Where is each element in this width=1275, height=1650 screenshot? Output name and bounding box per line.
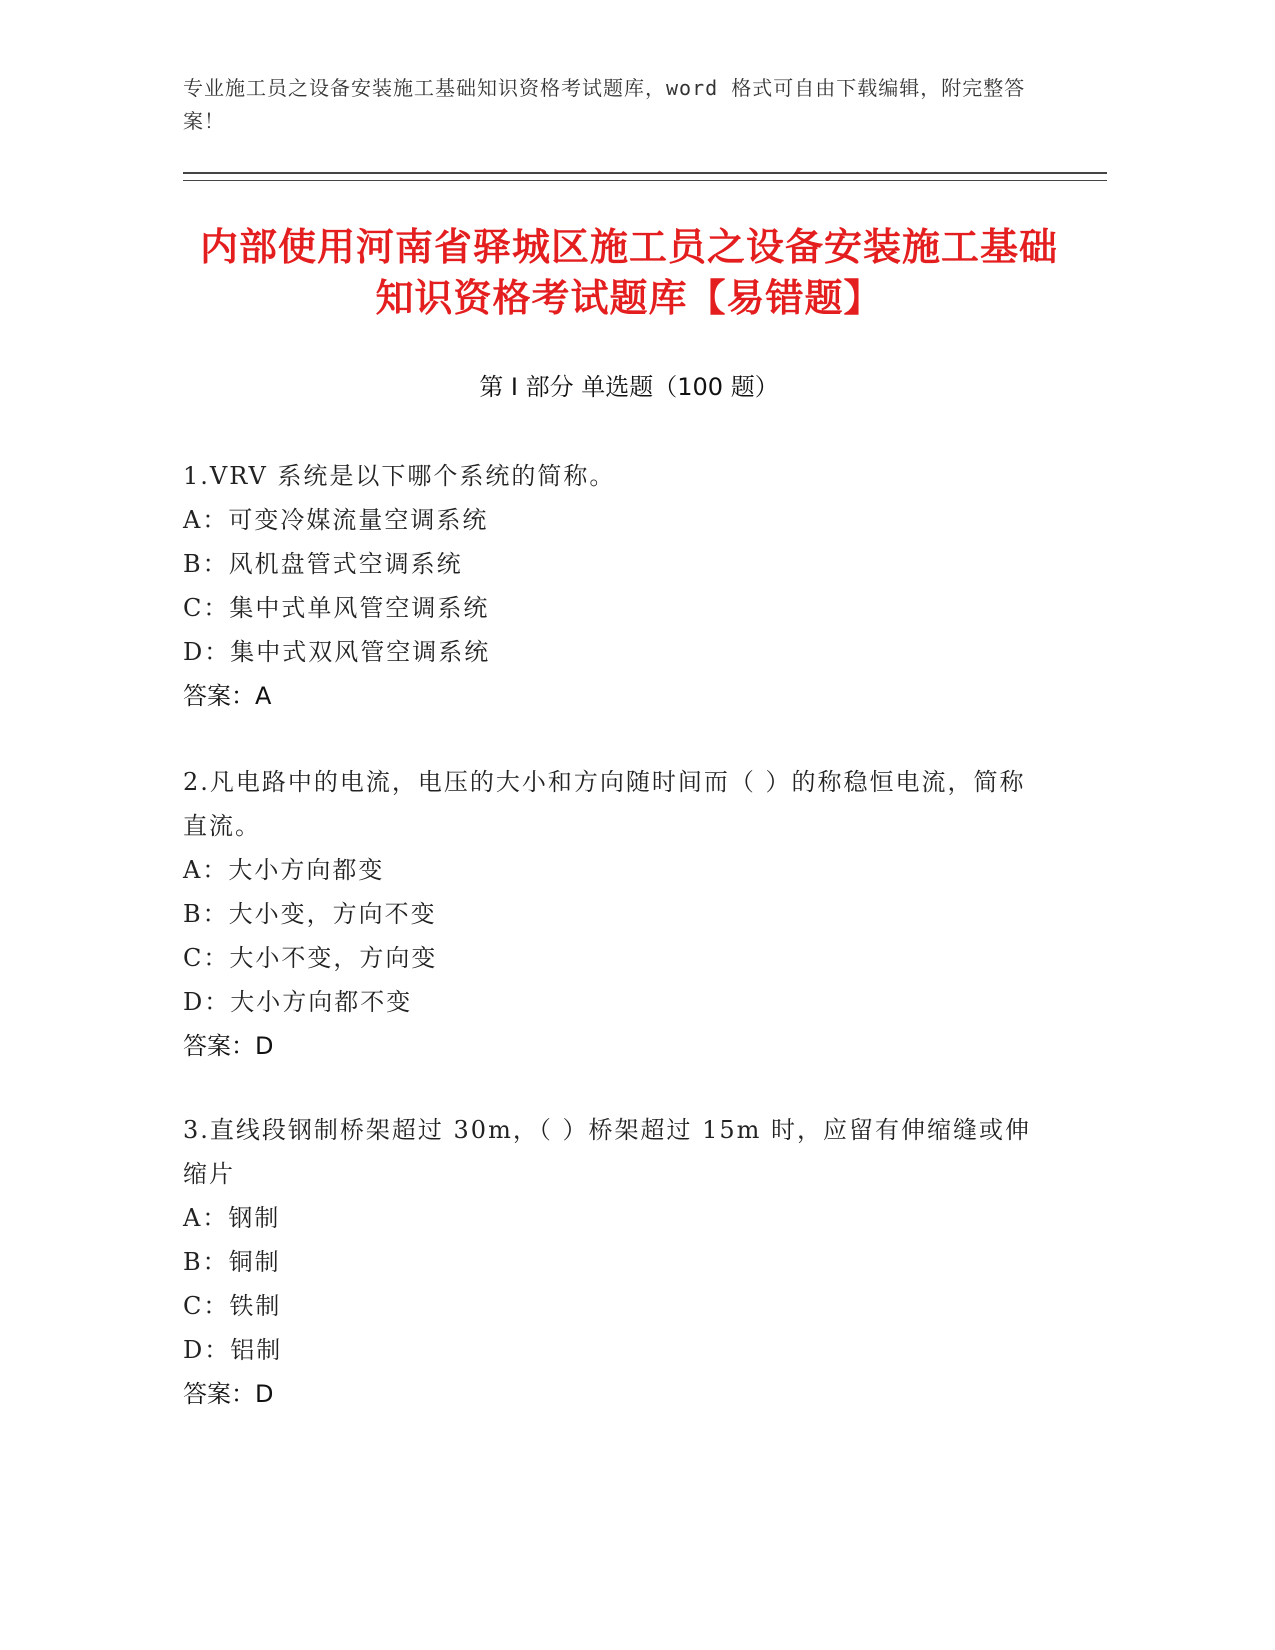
answer: 答案：D (183, 1380, 274, 1408)
option-d: D：大小方向都不变 (183, 988, 413, 1016)
header-divider-thin (183, 180, 1107, 181)
option-b: B：铜制 (183, 1248, 281, 1276)
option-d: D：铝制 (183, 1336, 283, 1364)
option-b: B：风机盘管式空调系统 (183, 550, 463, 578)
question-2 (183, 760, 1043, 1068)
option-a: A：钢制 (183, 1204, 281, 1232)
section-title: 第 I 部分 单选题（100 题） (479, 373, 779, 401)
question-stem: 3.直线段钢制桥架超过 30m，（ ）桥架超过 15m 时，应留有伸缩缝或伸缩片 (183, 1116, 1032, 1188)
option-a: A：大小方向都变 (183, 856, 385, 884)
question-3 (183, 1108, 1043, 1416)
answer: 答案：A (183, 682, 272, 710)
option-c: C：铁制 (183, 1292, 282, 1320)
option-b: B：大小变，方向不变 (183, 900, 437, 928)
option-d: D：集中式双风管空调系统 (183, 638, 491, 666)
option-c: C：集中式单风管空调系统 (183, 594, 490, 622)
question-stem: 2.凡电路中的电流，电压的大小和方向随时间而（ ）的称稳恒电流，简称直流。 (183, 768, 1026, 840)
question-stem: 1.VRV 系统是以下哪个系统的简称。 (183, 462, 616, 490)
header-divider-thick (183, 172, 1107, 174)
answer: 答案：D (183, 1032, 274, 1060)
document-title: 内部使用河南省驿城区施工员之设备安装施工基础知识资格考试题库【易错题】 (199, 225, 1058, 320)
question-1 (183, 454, 1043, 718)
option-c: C：大小不变，方向变 (183, 944, 438, 972)
header-note: 专业施工员之设备安装施工基础知识资格考试题库，word 格式可自由下载编辑，附完整答案！ (183, 76, 1026, 133)
option-a: A：可变冷媒流量空调系统 (183, 506, 489, 534)
